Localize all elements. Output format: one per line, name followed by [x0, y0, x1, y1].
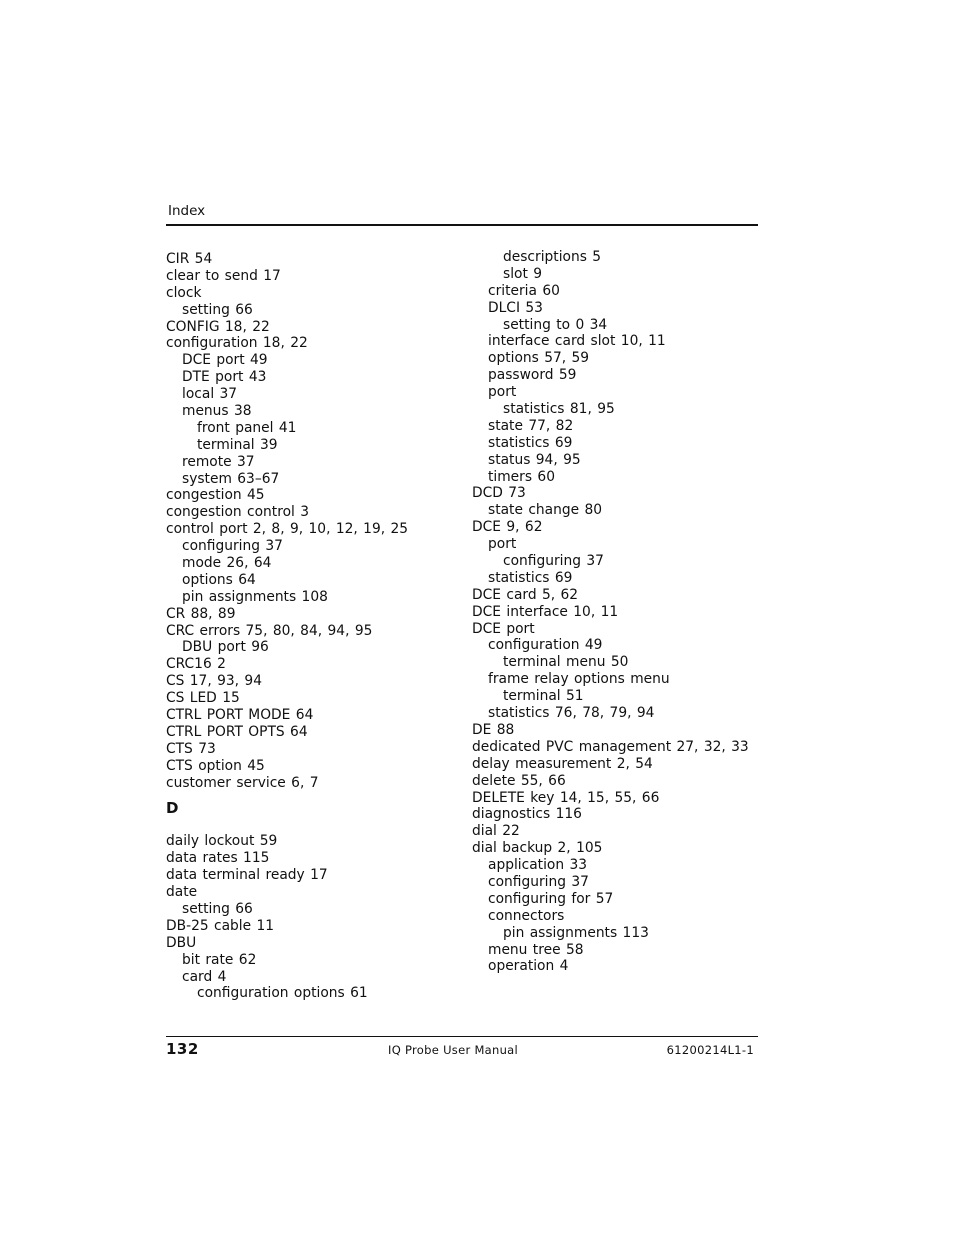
- index-entry: state change 80: [488, 502, 603, 519]
- index-entry: CR 88, 89: [166, 605, 236, 622]
- index-entry: configuring 37: [182, 538, 283, 555]
- index-entry: pin assignments 108: [182, 588, 328, 605]
- index-entry: CS LED 15: [166, 690, 240, 707]
- index-entry: DCE 9, 62: [472, 519, 543, 536]
- index-entry: configuring 37: [488, 873, 589, 890]
- index-column-left: [166, 251, 466, 1002]
- index-column-right: [472, 249, 772, 975]
- index-entry: statistics 69: [488, 434, 573, 451]
- index-entry: system 63–67: [182, 470, 280, 487]
- index-entry: congestion control 3: [166, 504, 310, 521]
- index-entry: password 59: [488, 367, 577, 384]
- index-entry: terminal 39: [197, 436, 278, 453]
- index-entry: remote 37: [182, 453, 255, 470]
- index-entry: statistics 69: [488, 569, 573, 586]
- index-entry: delay measurement 2, 54: [472, 755, 653, 772]
- index-entry: DLCI 53: [488, 299, 543, 316]
- index-entries-c: [166, 251, 466, 792]
- index-entry: configuration 49: [488, 637, 603, 654]
- index-entry: criteria 60: [488, 282, 560, 299]
- index-entry: dial backup 2, 105: [472, 840, 603, 857]
- index-entry: DCE card 5, 62: [472, 586, 579, 603]
- index-entry: CRC16 2: [166, 656, 226, 673]
- document-code: 61200214L1-1: [666, 1043, 754, 1057]
- index-entry: configuring 37: [503, 553, 604, 570]
- index-entry: frame relay options menu: [488, 671, 670, 688]
- index-entry: data rates 115: [166, 850, 270, 867]
- index-entry: slot 9: [503, 265, 543, 282]
- index-entry: DCE port: [472, 620, 535, 637]
- index-entry: statistics 81, 95: [503, 401, 615, 418]
- index-entry: control port 2, 8, 9, 10, 12, 19, 25: [166, 521, 409, 538]
- index-entry: card 4: [182, 968, 227, 985]
- index-entry: CRC errors 75, 80, 84, 94, 95: [166, 622, 373, 639]
- index-entry: configuring for 57: [488, 890, 614, 907]
- index-entry: local 37: [182, 386, 238, 403]
- index-entry: pin assignments 113: [503, 924, 649, 941]
- page-number: 132: [166, 1040, 199, 1058]
- index-entries-d: [166, 833, 466, 1002]
- index-entry: interface card slot 10, 11: [488, 333, 666, 350]
- index-entry: mode 26, 64: [182, 555, 272, 572]
- index-entry: data terminal ready 17: [166, 867, 328, 884]
- index-entry: daily lockout 59: [166, 833, 278, 850]
- index-entry: operation 4: [488, 958, 569, 975]
- index-entry: statistics 76, 78, 79, 94: [488, 705, 655, 722]
- index-entry: bit rate 62: [182, 951, 257, 968]
- index-entry: CTRL PORT OPTS 64: [166, 723, 308, 740]
- index-entry: descriptions 5: [503, 249, 602, 265]
- index-entry: DB-25 cable 11: [166, 917, 275, 934]
- index-entry: options 57, 59: [488, 350, 590, 367]
- index-entry: DCE interface 10, 11: [472, 603, 619, 620]
- index-entry: status 94, 95: [488, 451, 581, 468]
- section-letter-d: D: [166, 798, 179, 817]
- index-entry: port: [488, 384, 517, 401]
- index-entry: DELETE key 14, 15, 55, 66: [472, 789, 660, 806]
- index-entry: dial 22: [472, 823, 520, 840]
- index-entry: DCE port 49: [182, 352, 268, 369]
- index-entry: state 77, 82: [488, 417, 574, 434]
- index-entry: delete 55, 66: [472, 772, 566, 789]
- index-entry: CTS 73: [166, 740, 216, 757]
- index-entry: connectors: [488, 907, 565, 924]
- index-entry: DBU port 96: [182, 639, 269, 656]
- index-entry: CONFIG 18, 22: [166, 318, 270, 335]
- header-rule: [166, 224, 758, 226]
- manual-title: IQ Probe User Manual: [388, 1043, 519, 1057]
- index-entry: setting 66: [182, 301, 253, 318]
- index-entry: congestion 45: [166, 487, 265, 504]
- index-entry: setting to 0 34: [503, 316, 608, 333]
- index-entry: customer service 6, 7: [166, 774, 319, 791]
- index-entry: terminal 51: [503, 688, 584, 705]
- index-entry: front panel 41: [197, 419, 297, 436]
- index-entry: DCD 73: [472, 485, 526, 502]
- index-entry: CTS option 45: [166, 757, 265, 774]
- index-entry: configuration options 61: [197, 985, 368, 1002]
- index-entries-right: [472, 249, 772, 975]
- index-entry: clear to send 17: [166, 267, 281, 284]
- index-entry: setting 66: [182, 900, 253, 917]
- index-entry: CS 17, 93, 94: [166, 673, 262, 690]
- index-entry: timers 60: [488, 468, 555, 485]
- index-entry: port: [488, 536, 517, 553]
- index-entry: DE 88: [472, 721, 515, 738]
- index-entry: diagnostics 116: [472, 806, 582, 823]
- index-entry: options 64: [182, 571, 256, 588]
- index-entry: date: [166, 884, 198, 901]
- index-entry: CTRL PORT MODE 64: [166, 707, 314, 724]
- index-entry: menu tree 58: [488, 941, 584, 958]
- index-entry: configuration 18, 22: [166, 335, 308, 352]
- index-entry: dedicated PVC management 27, 32, 33: [472, 738, 749, 755]
- header-label: Index: [168, 203, 206, 219]
- index-entry: CIR 54: [166, 251, 213, 267]
- index-entry: DBU: [166, 934, 197, 951]
- index-entry: DTE port 43: [182, 369, 267, 386]
- index-entry: terminal menu 50: [503, 654, 629, 671]
- index-entry: clock: [166, 284, 202, 301]
- index-entry: menus 38: [182, 403, 252, 420]
- footer-rule: [166, 1036, 758, 1037]
- index-entry: application 33: [488, 857, 588, 874]
